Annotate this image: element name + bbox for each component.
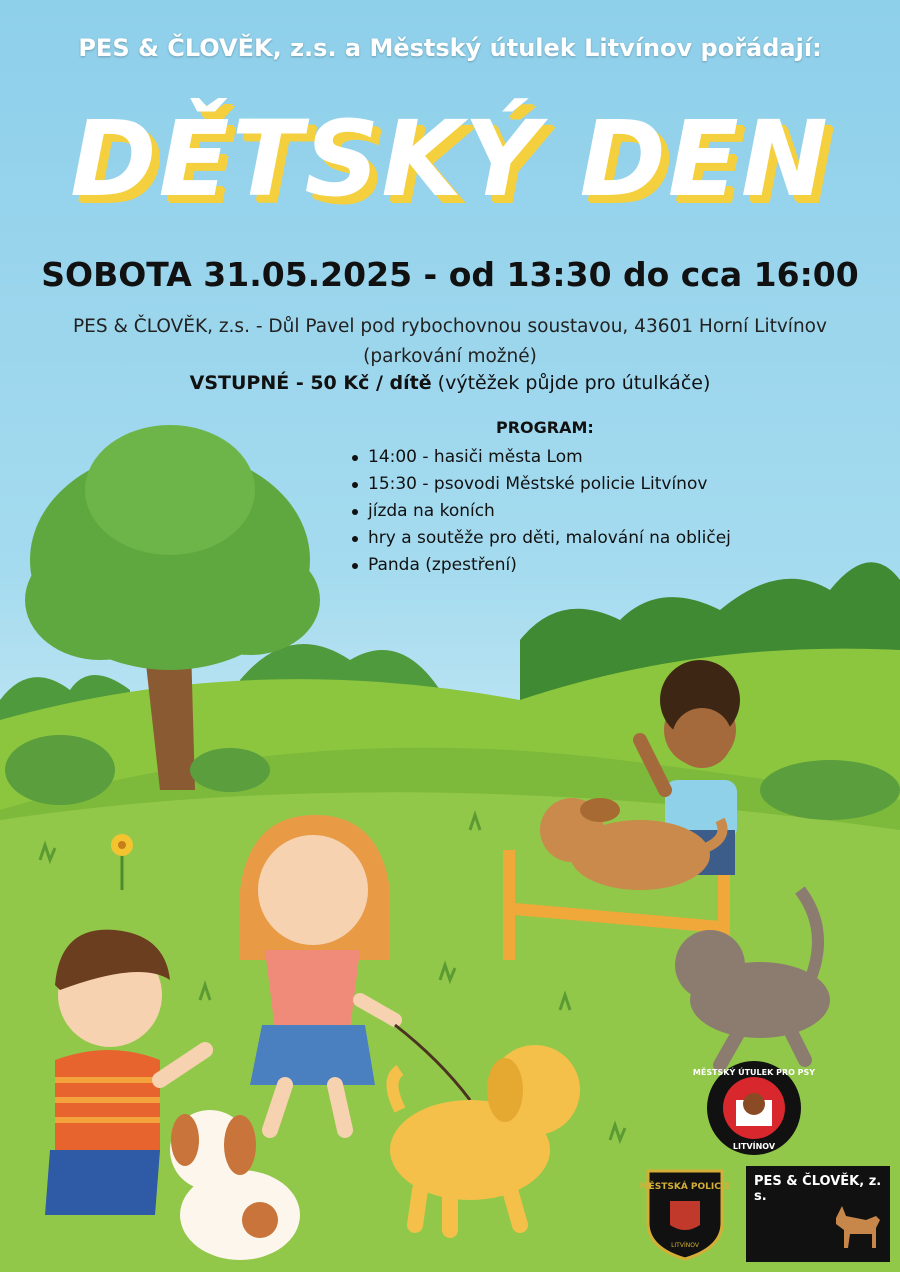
program-item: 15:30 - psovodi Městské policie Litvínov [348, 471, 731, 498]
program-item: 14:00 - hasiči města Lom [348, 444, 731, 471]
organizers-line: PES & ČLOVĚK, z.s. a Městský útulek Litvínov pořádají: [78, 34, 822, 62]
police-logo-text: MĚSTSKÁ POLICIE [639, 1182, 731, 1192]
program-heading: PROGRAM: [496, 418, 594, 437]
police-logo [639, 1163, 731, 1261]
police-logo-city: LITVÍNOV [671, 1242, 699, 1249]
entry-fee-note: (výtěžek půjde pro útulkáče) [431, 372, 711, 394]
program-list [348, 444, 731, 579]
event-title: DĚTSKÝ DEN [70, 98, 830, 220]
event-address: PES & ČLOVĚK, z.s. - Důl Pavel pod rybochovnou soustavou, 43601 Horní Litvínov [73, 316, 827, 337]
program-item: hry a soutěže pro děti, malování na obličej [348, 525, 731, 552]
shelter-logo-city: LITVÍNOV [732, 1142, 776, 1151]
event-date-time: SOBOTA 31.05.2025 - od 13:30 do cca 16:00 [41, 255, 859, 294]
pes-clovek-logo [746, 1166, 890, 1262]
pes-clovek-logo-title: PES & ČLOVĚK, z. s. [754, 1174, 882, 1204]
parking-note: (parkování možné) [363, 346, 537, 367]
entry-fee [0, 372, 900, 394]
program-item: jízda na koních [348, 498, 731, 525]
entry-fee-amount: VSTUPNÉ - 50 Kč / dítě [189, 372, 432, 394]
shelter-logo-text: MĚSTSKÝ ÚTULEK PRO PSY [692, 1068, 816, 1077]
dog-silhouette-icon [826, 1198, 886, 1258]
program-item: Panda (zpestření) [348, 552, 731, 579]
shelter-logo [692, 1060, 816, 1156]
